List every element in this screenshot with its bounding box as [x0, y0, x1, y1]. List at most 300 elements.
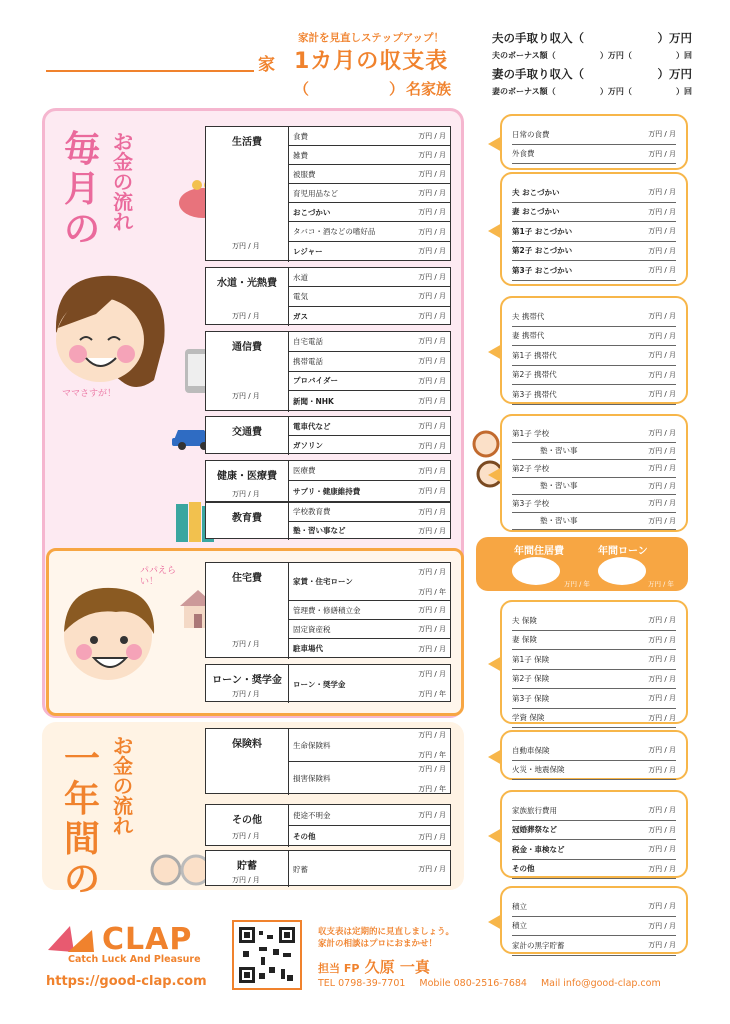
detail-row[interactable]	[512, 242, 676, 262]
char: の	[63, 209, 100, 250]
expense-row[interactable]	[289, 481, 450, 501]
expense-row[interactable]	[289, 639, 450, 658]
detail-bubble-4	[500, 600, 688, 724]
papa-caption: パパえらい！	[140, 566, 177, 587]
detail-row[interactable]	[512, 203, 676, 223]
expense-unit: 万円 / 月	[418, 625, 446, 633]
wife-bonus	[492, 86, 692, 97]
category-items	[288, 461, 450, 503]
detail-label: 自動車保険	[512, 745, 550, 755]
mama-caption: ママさすが！	[62, 389, 117, 399]
detail-unit: 万円 / 月	[648, 499, 676, 508]
contact-info	[318, 978, 661, 989]
yearly-small-text	[112, 736, 134, 836]
detail-label: 外食費	[512, 149, 535, 159]
wife-income	[492, 66, 692, 82]
category-items	[288, 332, 450, 412]
detail-label: 第3子 学校	[512, 498, 550, 508]
bubble-tail	[488, 467, 502, 483]
annual-band	[476, 537, 688, 591]
annual-housing-unit: 万円 / 年	[564, 580, 590, 588]
detail-label: 第1子 おこづかい	[512, 226, 573, 236]
detail-unit: 万円 / 月	[648, 806, 676, 815]
detail-row[interactable]	[512, 801, 676, 821]
char: の	[113, 774, 133, 798]
detail-row[interactable]	[512, 443, 676, 461]
expense-row[interactable]	[289, 436, 450, 455]
detail-label: 塾・習い事	[540, 446, 578, 456]
expense-row[interactable]	[289, 222, 450, 241]
footer-note	[318, 926, 454, 950]
expense-unit: 万円 / 月 万円 / 年	[418, 764, 446, 793]
expense-label: 水道	[293, 272, 308, 282]
category-total-unit: 万円 / 月	[232, 392, 260, 400]
expense-label: 育児用品など	[293, 188, 338, 198]
note-line-2: 家計の相談はプロにおまかせ！	[318, 939, 438, 949]
detail-bubble-5	[500, 730, 688, 780]
fp-label: 担当 FP	[318, 962, 360, 975]
expense-unit: 万円 / 月	[418, 466, 446, 475]
detail-label: 家計の黒字貯蓄	[512, 940, 565, 950]
expense-row[interactable]	[289, 522, 450, 541]
expense-label: ガス	[293, 311, 308, 321]
expense-row[interactable]	[289, 665, 450, 703]
expense-label: 駐車場代	[293, 644, 323, 653]
expense-unit: 万円 / 月	[418, 811, 446, 819]
char: 毎	[63, 129, 100, 170]
expense-row[interactable]	[289, 242, 450, 261]
detail-unit: 万円 / 月	[648, 655, 676, 664]
expense-label: 貯蓄	[293, 864, 308, 874]
category-items	[288, 805, 450, 847]
detail-row[interactable]	[512, 222, 676, 242]
bubble-tail	[488, 656, 502, 672]
expense-row[interactable]	[289, 372, 450, 392]
detail-bubble-0	[500, 114, 688, 170]
category-1	[205, 267, 451, 325]
category-10	[205, 850, 451, 886]
expense-row[interactable]	[289, 127, 450, 146]
category-5	[205, 502, 451, 539]
expense-label: 塾・習い事など	[293, 526, 346, 536]
detail-label: 第2子 保険	[512, 674, 550, 684]
clap-tagline: Catch Luck And Pleasure	[68, 954, 201, 965]
expense-label: タバコ・酒などの嗜好品	[293, 227, 376, 237]
expense-unit: 万円 / 月	[418, 422, 446, 430]
detail-row[interactable]	[512, 346, 676, 366]
expense-unit: 万円 / 月	[418, 357, 446, 366]
detail-bubble-6	[500, 790, 688, 878]
qr-code-icon	[239, 927, 295, 983]
detail-unit: 万円 / 月	[648, 370, 676, 379]
expense-row[interactable]	[289, 601, 450, 620]
detail-row[interactable]	[512, 917, 676, 937]
category-3	[205, 416, 451, 454]
category-name: 生活費	[232, 137, 262, 148]
expense-label: プロバイダー	[293, 376, 338, 386]
expense-unit: 万円 / 月	[418, 865, 446, 873]
detail-unit: 万円 / 月	[648, 149, 676, 158]
category-6	[205, 562, 451, 658]
detail-row[interactable]	[512, 385, 676, 405]
expense-unit: 万円 / 月	[418, 644, 446, 653]
char: 金	[113, 150, 133, 174]
bubble-tail	[488, 136, 502, 152]
bubble-tail	[488, 914, 502, 930]
bubble-tail	[488, 344, 502, 360]
char: お	[113, 734, 133, 758]
detail-row[interactable]	[512, 821, 676, 841]
expense-row[interactable]	[289, 352, 450, 372]
expense-label: ローン・奨学金	[293, 679, 346, 689]
expense-label: 医療費	[293, 466, 316, 475]
category-9	[205, 804, 451, 846]
detail-unit: 万円 / 月	[648, 390, 676, 399]
mail[interactable]: Mail info@good-clap.com	[540, 978, 661, 989]
expense-row[interactable]	[289, 503, 450, 522]
expense-row[interactable]	[289, 729, 450, 762]
expense-unit: 万円 / 月	[418, 273, 446, 282]
detail-label: 第2子 学校	[512, 463, 550, 473]
detail-label: 第1子 携帯代	[512, 350, 557, 360]
detail-label: 第1子 学校	[512, 428, 550, 438]
detail-row[interactable]	[512, 670, 676, 690]
expense-unit: 万円 / 月	[418, 526, 446, 535]
detail-unit: 万円 / 月	[648, 429, 676, 438]
char: 一	[63, 739, 100, 780]
detail-unit: 万円 / 月	[648, 845, 676, 854]
expense-row[interactable]	[289, 805, 450, 826]
expense-unit: 万円 / 月	[418, 337, 446, 346]
husband-bonus-end: ）回	[676, 51, 692, 60]
expense-unit: 万円 / 月	[418, 606, 446, 614]
detail-unit: 万円 / 月	[648, 921, 676, 930]
expense-unit: 万円 / 月	[418, 208, 446, 217]
family-count-field	[294, 78, 404, 99]
category-name: 保険料	[232, 739, 262, 750]
category-items	[288, 729, 450, 795]
expense-label: 新聞・NHK	[293, 396, 334, 406]
category-total-unit: 万円 / 月	[232, 876, 260, 884]
expense-label: 学校教育費	[293, 507, 331, 517]
detail-label: 塾・習い事	[540, 516, 578, 526]
expense-row[interactable]	[289, 184, 450, 203]
annual-loan-label: 年間ローン	[598, 546, 648, 557]
detail-unit: 万円 / 月	[648, 616, 676, 625]
expense-label: 食費	[293, 131, 308, 141]
expense-unit: 万円 / 月	[418, 227, 446, 236]
husband-bonus	[492, 50, 692, 61]
annual-loan-field[interactable]	[598, 557, 646, 585]
expense-row[interactable]	[289, 826, 450, 847]
expense-label: 携帯電話	[293, 356, 323, 366]
expense-row[interactable]	[289, 851, 450, 887]
husband-bonus-label: 夫のボーナス額（	[492, 51, 556, 60]
wife-bonus-mid: ）万円（	[599, 87, 632, 96]
expense-label: サプリ・健康維持費	[293, 486, 361, 496]
detail-unit: 万円 / 月	[648, 713, 676, 722]
detail-bubble-3	[500, 414, 688, 532]
expense-row[interactable]	[289, 165, 450, 184]
detail-row[interactable]	[512, 495, 676, 513]
detail-label: 妻 おこづかい	[512, 207, 560, 217]
fp-person: 久原 一真	[364, 958, 430, 976]
detail-row[interactable]	[512, 709, 676, 729]
detail-label: 妻 保険	[512, 635, 537, 645]
detail-row[interactable]	[512, 425, 676, 443]
detail-label: 第2子 携帯代	[512, 370, 557, 380]
category-name: 住宅費	[232, 573, 262, 584]
category-name: 健康・医療費	[217, 471, 277, 482]
detail-row[interactable]	[512, 761, 676, 781]
expense-unit: 万円 / 月	[418, 397, 446, 406]
detail-row[interactable]	[512, 631, 676, 651]
clap-logo-mark	[44, 922, 100, 954]
detail-row[interactable]	[512, 366, 676, 386]
detail-row[interactable]	[512, 741, 676, 761]
detail-label: 夫 保険	[512, 615, 537, 625]
category-name: 水道・光熱費	[217, 278, 277, 289]
detail-label: 冠婚葬祭など	[512, 825, 557, 835]
detail-row[interactable]	[512, 261, 676, 281]
char: れ	[113, 210, 133, 234]
wife-income-label: 妻の手取り収入（	[492, 67, 584, 81]
papa-illustration	[56, 578, 166, 688]
expense-row[interactable]	[289, 762, 450, 795]
expense-row[interactable]	[289, 461, 450, 481]
detail-bubble-1	[500, 172, 688, 286]
expense-label: 電気	[293, 291, 308, 301]
husband-bonus-mid: ）万円（	[599, 51, 632, 60]
detail-unit: 万円 / 月	[648, 864, 676, 873]
detail-label: その他	[512, 864, 535, 874]
category-total-unit: 万円 / 月	[232, 312, 260, 320]
category-name: 貯蓄	[237, 861, 257, 872]
mama-illustration	[36, 262, 176, 402]
bubble-tail	[488, 828, 502, 844]
category-total-unit: 万円 / 月	[232, 242, 260, 250]
expense-label: 家賃・住宅ローン	[293, 577, 353, 586]
detail-unit: 万円 / 月	[648, 312, 676, 321]
detail-label: 妻 携帯代	[512, 331, 545, 341]
expense-unit: 万円 / 月	[418, 312, 446, 321]
ie-label: 家	[258, 55, 275, 75]
detail-row[interactable]	[512, 689, 676, 709]
category-4	[205, 460, 451, 502]
expense-label: レジャー	[293, 246, 323, 256]
yearly-big-text	[62, 740, 102, 900]
detail-unit: 万円 / 月	[648, 246, 676, 255]
monthly-small-text	[112, 132, 134, 232]
detail-unit: 万円 / 月	[648, 266, 676, 275]
detail-bubble-2	[500, 296, 688, 404]
detail-label: 第3子 携帯代	[512, 389, 557, 399]
category-2	[205, 331, 451, 411]
website-link[interactable]: https://good-clap.com	[46, 974, 207, 989]
annual-housing-field[interactable]	[512, 557, 560, 585]
expense-unit: 万円 / 月	[418, 487, 446, 495]
paren-close: ）	[388, 80, 404, 98]
char: 流	[113, 190, 133, 214]
expense-row[interactable]	[289, 307, 450, 326]
char: 年	[63, 779, 100, 820]
expense-unit: 万円 / 月	[418, 170, 446, 179]
category-items	[288, 268, 450, 326]
detail-row[interactable]	[512, 840, 676, 860]
detail-label: 税金・車検など	[512, 844, 565, 854]
category-items	[288, 665, 450, 703]
detail-unit: 万円 / 月	[648, 207, 676, 216]
expense-label: 自宅電話	[293, 336, 323, 346]
detail-unit: 万円 / 月	[648, 227, 676, 236]
detail-unit: 万円 / 月	[648, 694, 676, 703]
category-total-unit: 万円 / 月	[232, 832, 260, 840]
category-0	[205, 126, 451, 261]
detail-row[interactable]	[512, 897, 676, 917]
tagline: 家計を見直しステップアップ！	[298, 32, 445, 44]
husband-income	[492, 30, 692, 46]
expense-unit: 万円 / 月	[418, 376, 446, 385]
annual-loan-unit: 万円 / 年	[648, 580, 674, 588]
expense-row[interactable]	[289, 268, 450, 287]
detail-unit: 万円 / 月	[648, 941, 676, 950]
paren-open: （	[294, 80, 310, 98]
fp-name	[318, 956, 430, 977]
wife-bonus-label: 妻のボーナス額（	[492, 87, 556, 96]
husband-income-unit: ）万円	[657, 31, 692, 45]
expense-unit: 万円 / 月	[418, 151, 446, 160]
expense-unit: 万円 / 月	[418, 441, 446, 450]
expense-unit: 万円 / 月	[418, 189, 446, 198]
name-underline	[46, 70, 254, 72]
husband-income-label: 夫の手取り収入（	[492, 31, 584, 45]
detail-unit: 万円 / 月	[648, 446, 676, 455]
expense-row[interactable]	[289, 620, 450, 639]
char: の	[113, 170, 133, 194]
category-name: その他	[232, 815, 262, 826]
detail-row[interactable]	[512, 125, 676, 145]
expense-row[interactable]	[289, 332, 450, 352]
expense-label: 電車代など	[293, 421, 331, 431]
expense-row[interactable]	[289, 417, 450, 436]
char: の	[63, 859, 100, 900]
detail-unit: 万円 / 月	[648, 825, 676, 834]
category-items	[288, 503, 450, 540]
expense-unit: 万円 / 月 万円 / 年	[418, 567, 446, 596]
detail-label: 学資 保険	[512, 713, 545, 723]
category-name: 交通費	[232, 427, 262, 438]
detail-unit: 万円 / 月	[648, 635, 676, 644]
char: 間	[63, 819, 100, 860]
category-name: ローン・奨学金	[212, 675, 282, 686]
expense-unit: 万円 / 月 万円 / 年	[418, 670, 446, 698]
expense-unit: 万円 / 月	[418, 292, 446, 301]
detail-unit: 万円 / 月	[648, 464, 676, 473]
detail-unit: 万円 / 月	[648, 130, 676, 139]
detail-unit: 万円 / 月	[648, 481, 676, 490]
mobile[interactable]: Mobile 080-2516-7684	[419, 978, 527, 989]
detail-label: 日常の食費	[512, 129, 550, 139]
expense-unit: 万円 / 月	[418, 507, 446, 516]
detail-label: 第2子 おこづかい	[512, 246, 573, 256]
category-total-unit: 万円 / 月	[232, 690, 260, 698]
expense-row[interactable]	[289, 563, 450, 601]
expense-label: 固定資産税	[293, 624, 331, 634]
detail-row[interactable]	[512, 183, 676, 203]
qr-code	[232, 920, 302, 990]
detail-row[interactable]	[512, 327, 676, 347]
detail-label: 火災・地震保険	[512, 765, 565, 775]
detail-label: 第3子 保険	[512, 693, 550, 703]
detail-unit: 万円 / 月	[648, 765, 676, 774]
expense-row[interactable]	[289, 146, 450, 165]
family-label: 名家族	[406, 80, 452, 98]
wife-income-unit: ）万円	[657, 67, 692, 81]
expense-row[interactable]	[289, 287, 450, 306]
detail-label: 家族旅行費用	[512, 805, 557, 815]
expense-label: その他	[293, 832, 316, 841]
detail-label: 第3子 おこづかい	[512, 265, 573, 275]
char: 金	[113, 754, 133, 778]
expense-label: 使途不明金	[293, 810, 331, 820]
category-8	[205, 728, 451, 794]
category-name: 教育費	[232, 513, 262, 524]
expense-row[interactable]	[289, 203, 450, 222]
category-total-unit: 万円 / 月	[232, 640, 260, 648]
detail-row[interactable]	[512, 307, 676, 327]
detail-label: 夫 おこづかい	[512, 187, 560, 197]
detail-row[interactable]	[512, 860, 676, 880]
detail-unit: 万円 / 月	[648, 331, 676, 340]
expense-unit: 万円 / 月	[418, 832, 446, 841]
char: 月	[63, 169, 100, 210]
detail-unit: 万円 / 月	[648, 351, 676, 360]
detail-row[interactable]	[512, 936, 676, 956]
expense-label: ガソリン	[293, 441, 323, 450]
detail-label: 第1子 保険	[512, 654, 550, 664]
detail-unit: 万円 / 月	[648, 902, 676, 911]
detail-row[interactable]	[512, 611, 676, 631]
detail-row[interactable]	[512, 145, 676, 165]
detail-row[interactable]	[512, 513, 676, 531]
detail-unit: 万円 / 月	[648, 516, 676, 525]
detail-row[interactable]	[512, 460, 676, 478]
tel[interactable]: TEL 0798-39-7701	[318, 978, 406, 989]
expense-label: 被服費	[293, 169, 316, 179]
expense-unit: 万円 / 月 万円 / 年	[418, 731, 446, 759]
detail-row[interactable]	[512, 650, 676, 670]
expense-unit: 万円 / 月	[418, 247, 446, 256]
expense-label: 生命保険料	[293, 740, 331, 750]
detail-label: 夫 携帯代	[512, 311, 545, 321]
expense-label: 雑費	[293, 150, 308, 160]
wife-bonus-end: ）回	[676, 87, 692, 96]
expense-row[interactable]	[289, 391, 450, 411]
monthly-big-text	[62, 130, 102, 250]
detail-row[interactable]	[512, 478, 676, 496]
category-items	[288, 851, 450, 887]
detail-unit: 万円 / 月	[648, 188, 676, 197]
category-total-unit: 万円 / 月	[232, 490, 260, 498]
char: お	[113, 130, 133, 154]
char: 流	[113, 794, 133, 818]
category-items	[288, 563, 450, 659]
detail-bubble-7	[500, 886, 688, 954]
annual-housing-label: 年間住居費	[514, 546, 564, 557]
page-title: 1カ月の収支表	[294, 49, 449, 74]
clap-logo: CLAP	[102, 922, 193, 957]
expense-unit: 万円 / 月	[418, 132, 446, 141]
